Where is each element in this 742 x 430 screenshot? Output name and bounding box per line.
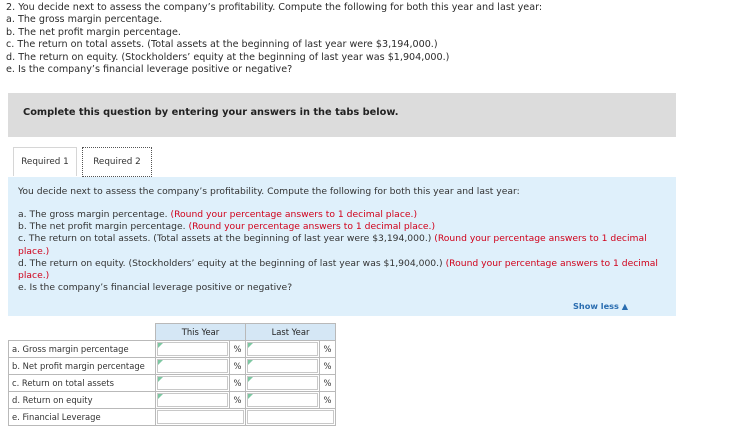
last-year-cell [246,341,320,358]
row-label: e. Financial Leverage [9,409,156,426]
table-row [9,392,336,409]
last-year-cell [246,375,320,392]
req-a-hint: (Round your percentage answers to 1 decimal place.) [170,209,418,220]
table-row [9,358,336,375]
table-corner [9,324,156,341]
entry-flag-icon [158,343,163,348]
entry-flag-icon [158,377,163,382]
percent-sign: % [320,341,336,358]
req-b-hint: (Round your percentage answers to 1 decimal place.) [188,221,436,233]
problem-item: e. Is the company’s financial leverage positive or negative? [6,64,293,76]
tab-required-2[interactable]: Required 2 [82,147,152,177]
tab-required-1[interactable]: Required 1 [13,147,77,176]
return-on-assets-this-year-input[interactable] [157,376,228,390]
gross-margin-this-year-input[interactable] [157,342,228,356]
last-year-cell [246,392,320,409]
answer-table [8,323,336,426]
panel-requirements [18,209,658,294]
net-profit-margin-last-year-input[interactable] [247,359,318,373]
problem-item: a. The gross margin percentage. [6,14,163,26]
percent-sign: % [230,375,246,392]
req-c-hint: (Round your percentage answers to 1 decimal place.) [18,233,647,257]
req-a-text: a. The gross margin percentage. [18,209,168,220]
problem-item: d. The return on equity. (Stockholders’ equity at the beginning of last year was $1,904,000.) [6,51,450,63]
entry-flag-icon [248,394,253,399]
problem-item: b. The net profit margin percentage. [6,26,181,38]
problem-statement [6,2,736,76]
req-e-text: e. Is the company’s financial leverage positive or negative? [18,282,293,294]
return-on-assets-last-year-input[interactable] [247,376,318,390]
column-header-last-year: Last Year [246,324,336,341]
last-year-cell [246,358,320,375]
problem-heading: 2. You decide next to assess the company’s profitability. Compute the following for both this year and last year: [6,2,543,13]
percent-sign: % [320,392,336,409]
table-row [9,409,336,426]
financial-leverage-this-year-select[interactable] [157,410,244,424]
entry-flag-icon [158,394,163,399]
financial-leverage-last-year-cell [246,409,336,426]
gross-margin-last-year-input[interactable] [247,342,318,356]
percent-sign: % [320,358,336,375]
entry-flag-icon [248,360,253,365]
instructions-text: Complete this question by entering your answers in the tabs below. [23,107,399,118]
entry-flag-icon [158,360,163,365]
problem-item: c. The return on total assets. (Total assets at the beginning of last year were $3,194,000.) [6,39,438,51]
entry-flag-icon [248,343,253,348]
row-label: b. Net profit margin percentage [9,358,156,375]
this-year-cell [156,341,230,358]
instructions-banner [8,93,676,137]
req-b-text: b. The net profit margin percentage. [18,221,186,233]
column-header-this-year: This Year [156,324,246,341]
this-year-cell [156,392,230,409]
this-year-cell [156,375,230,392]
req-c-text: c. The return on total assets. (Total assets at the beginning of last year were $3,194,000.) [18,233,432,245]
panel-question: You decide next to assess the company’s profitability. Compute the following for both this year and last year: [18,186,520,197]
question-panel [8,177,676,316]
row-label: a. Gross margin percentage [9,341,156,358]
percent-sign: % [320,375,336,392]
this-year-cell [156,358,230,375]
percent-sign: % [230,341,246,358]
req-d-text: d. The return on equity. (Stockholders’ equity at the beginning of last year was $1,904,000.) [18,257,443,269]
req-d-hint: (Round your percentage answers to 1 decimal place.) [18,257,658,282]
table-row [9,341,336,358]
percent-sign: % [230,392,246,409]
table-row [9,375,336,392]
row-label: c. Return on total assets [9,375,156,392]
entry-flag-icon [248,377,253,382]
return-on-equity-last-year-input[interactable] [247,393,318,407]
percent-sign: % [230,358,246,375]
net-profit-margin-this-year-input[interactable] [157,359,228,373]
show-less-link[interactable]: Show less ▲ [573,301,629,311]
row-label: d. Return on equity [9,392,156,409]
financial-leverage-this-year-cell [156,409,246,426]
return-on-equity-this-year-input[interactable] [157,393,228,407]
financial-leverage-last-year-select[interactable] [247,410,334,424]
